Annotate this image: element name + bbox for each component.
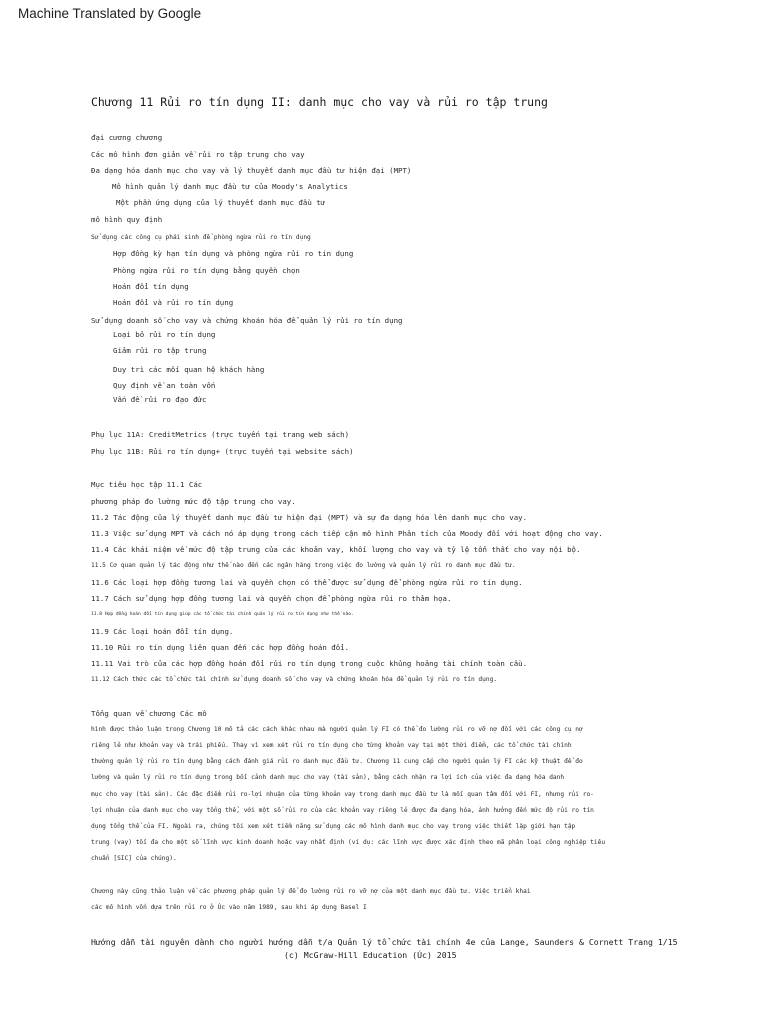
outline-item: mô hình quy định: [91, 215, 163, 224]
objective-item: 11.12 Cách thức các tổ chức tài chính sử dụng doanh số cho vay và chứng khoán hóa để quản lý rủi ro tín dụng.: [91, 676, 498, 683]
objective-item: 11.2 Tác động của lý thuyết danh mục đầu tư hiện đại (MPT) và sự đa dạng hóa lên danh mục cho vay.: [91, 513, 528, 522]
outline-item: Đa dạng hóa danh mục cho vay và lý thuyết danh mục đầu tư hiện đại (MPT): [91, 166, 412, 175]
objective-item: phương pháp đo lường mức độ tập trung cho vay.: [91, 497, 296, 506]
outline-item: Vấn đề rủi ro đạo đức: [113, 395, 207, 404]
overview-line: trung (vay) tối đa cho một số lĩnh vực kinh doanh hoặc vay nhất định (ví dụ: các lĩnh vực được xác định theo mã phân loại công nghiệp tiêu: [91, 839, 606, 846]
footer-credit: Hướng dẫn tài nguyên dành cho người hướng dẫn t/a Quản lý tổ chức tài chính 4e của Lange, Saunders & Cornett Trang 1/15: [91, 937, 678, 947]
objective-item: 11.8 Hợp đồng hoán đổi tín dụng giúp các tổ chức tài chính quản lý rủi ro tín dụng như thế nào.: [91, 612, 354, 617]
overview-line: lợi nhuận của danh mục cho vay tổng thể, với một số rủi ro của các khoản vay riêng lẻ được đa dạng hóa, ảnh hưởng đến mức độ rủi ro tín: [91, 807, 594, 814]
overview-line: chuẩn [SIC] của chúng).: [91, 855, 177, 862]
outline-item: Các mô hình đơn giản về rủi ro tập trung cho vay: [91, 150, 305, 159]
objective-item: 11.11 Vai trò của các hợp đồng hoán đổi rủi ro tín dụng trong cuộc khủng hoảng tài chính toàn cầu.: [91, 659, 528, 668]
overview-line: mục cho vay (tài sản). Các đặc điểm rủi ro-lợi nhuận của từng khoản vay trong danh mục đầu tư là mối quan tâm đối với FI, nhưng rủi ro-: [91, 791, 594, 798]
objective-item: 11.7 Cách sử dụng hợp đồng tương lai và quyền chọn để phòng ngừa rủi ro thảm họa.: [91, 594, 452, 603]
closing-line: Chương này cũng thảo luận về các phương pháp quản lý để đo lường rủi ro vỡ nợ của một danh mục đầu tư. Việc triển khai: [91, 888, 531, 895]
outline-item: Duy trì các mối quan hệ khách hàng: [113, 365, 265, 374]
overview-line: thường quản lý rủi ro tín dụng bằng cách đánh giá rủi ro danh mục đầu tư. Chương 11 cung cấp cho người quản lý FI các kỹ thuật để đo: [91, 758, 583, 765]
machine-translated-header: Machine Translated by Google: [18, 6, 202, 21]
footer-copyright: (c) McGraw-Hill Education (Úc) 2015: [284, 950, 457, 960]
outline-item: Sử dụng các công cụ phái sinh để phòng ngừa rủi ro tín dụng: [91, 234, 311, 241]
overview-line: riêng lẻ như khoản vay và trái phiếu. Thay vì xem xét rủi ro tín dụng cho từng khoản vay tại một thời điểm, các tổ chức tài chính: [91, 742, 572, 749]
closing-line: các mô hình vốn dựa trên rủi ro ở Úc vào năm 1989, sau khi áp dụng Basel I: [91, 904, 367, 911]
objectives-heading: Mục tiêu học tập 11.1 Các: [91, 480, 203, 489]
outline-item: Một phần ứng dụng của lý thuyết danh mục đầu tư: [116, 198, 326, 207]
objective-item: 11.5 Cơ quan quản lý tác động như thế nào đến các ngân hàng trong việc đo lường và quản lý rủi ro danh mục đầu tư.: [91, 562, 516, 569]
outline-heading: đại cương chương: [91, 133, 163, 142]
objective-item: 11.4 Các khái niệm về mức độ tập trung của các khoản vay, khối lượng cho vay và tỷ lệ tổn thất cho vay nội bộ.: [91, 545, 581, 554]
outline-item: Hoán đổi tín dụng: [113, 282, 189, 291]
appendix-item: Phụ lục 11A: CreditMetrics (trực tuyến tại trang web sách): [91, 430, 350, 439]
overview-line: hình được thảo luận trong Chương 10 mô tả các cách khác nhau mà người quản lý FI có thể đo lường rủi ro vỡ nợ đối với các công cụ nợ: [91, 726, 583, 733]
outline-item: Quy định về an toàn vốn: [113, 381, 216, 390]
outline-item: Sử dụng doanh số cho vay và chứng khoán hóa để quản lý rủi ro tín dụng: [91, 316, 403, 325]
outline-item: Giảm rủi ro tập trung: [113, 346, 207, 355]
objective-item: 11.10 Rủi ro tín dụng liên quan đến các hợp đồng hoán đổi.: [91, 643, 350, 652]
overview-line: lường và quản lý rủi ro tín dụng trong bối cảnh danh mục cho vay (tài sản), bằng cách nhận ra lợi ích của việc đa dạng hóa danh: [91, 774, 565, 781]
objective-item: 11.3 Việc sử dụng MPT và cách nó áp dụng trong cách tiếp cận mô hình Phân tích của Moody đối với hoạt động cho vay.: [91, 529, 603, 538]
outline-item: Phòng ngừa rủi ro tín dụng bằng quyền chọn: [113, 266, 300, 275]
outline-item: Loại bỏ rủi ro tín dụng: [113, 330, 216, 339]
outline-item: Hợp đồng kỳ hạn tín dụng và phòng ngừa rủi ro tín dụng: [113, 249, 354, 258]
chapter-title: Chương 11 Rủi ro tín dụng II: danh mục cho vay và rủi ro tập trung: [91, 95, 548, 109]
objective-item: 11.9 Các loại hoán đổi tín dụng.: [91, 627, 234, 636]
overview-heading: Tổng quan về chương Các mô: [91, 709, 207, 718]
outline-item: Hoán đổi và rủi ro tín dụng: [113, 298, 234, 307]
objective-item: 11.6 Các loại hợp đồng tương lai và quyền chọn có thể được sử dụng để phòng ngừa rủi ro tín dụng.: [91, 578, 523, 587]
overview-line: dụng tổng thể của FI. Ngoài ra, chúng tôi xem xét tiềm năng sử dụng các mô hình danh mục cho vay trong việc thiết lập giới hạn tập: [91, 823, 576, 830]
appendix-item: Phụ lục 11B: Rủi ro tín dụng+ (trực tuyến tại website sách): [91, 447, 354, 456]
outline-item: Mô hình quản lý danh mục đầu tư của Moody's Analytics: [112, 182, 348, 191]
